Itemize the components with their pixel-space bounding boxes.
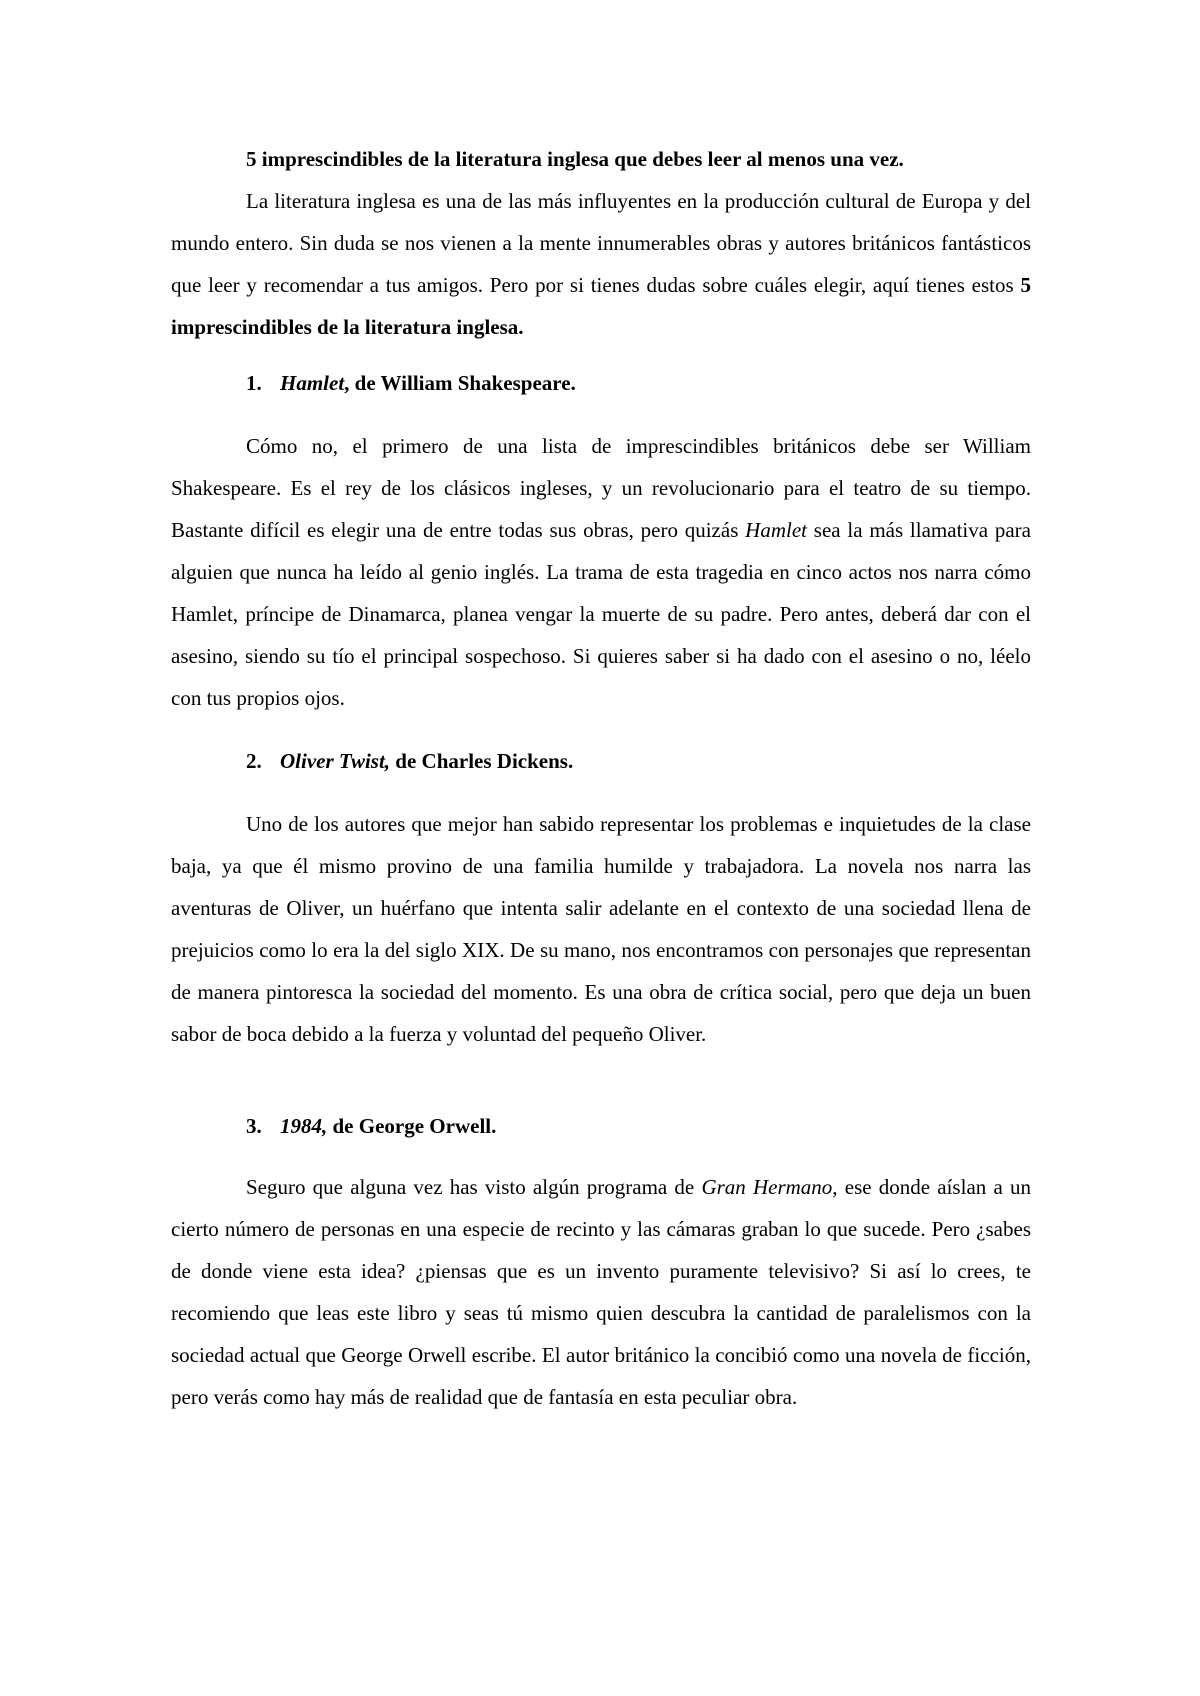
intro-text: La literatura inglesa es una de las más influyentes en la producción cultural de Europa y del mundo entero. Sin duda se nos vienen a la mente innumerables obras y autores británicos fantásticos que leer y recomendar a tus amigos. Pero por si tienes dudas sobre cuáles elegir, aquí tienes estos (171, 189, 1031, 297)
section-number-2: 2. (246, 749, 262, 773)
section-work-3: 1984, (280, 1114, 328, 1138)
section-work-1: Hamlet (280, 371, 345, 395)
section-author-1: , de William Shakespeare. (344, 371, 576, 395)
section-author-3: de George Orwell. (327, 1114, 497, 1138)
section-body-1-italic: Hamlet (745, 518, 807, 542)
section-body-3-part1: Seguro que alguna vez has visto algún programa de (246, 1175, 702, 1199)
section-heading-2 (171, 740, 1106, 782)
section-heading-1 (171, 362, 1106, 404)
intro-paragraph (171, 180, 1031, 348)
section-body-1-part1: Cómo no, el primero de una lista de imprescindibles británicos debe ser William Shakespeare. Es el rey de los clásicos ingleses, y un revolucionario para el teatro de su tiempo. Bastante difícil es elegir una de entre todas sus obras, pero quizás (171, 434, 1031, 542)
section-body-2-text: Uno de los autores que mejor han sabido representar los problemas e inquietudes de la clase baja, ya que él mismo provino de una familia humilde y trabajadora. La novela nos narra las aventuras de Oliver, un huérfano que intenta salir adelante en el contexto de una sociedad llena de prejuicios como lo era la del siglo XIX. De su mano, nos encontramos con personajes que representan de manera pintoresca la sociedad del momento. Es una obra de crítica social, pero que deja un buen sabor de boca debido a la fuerza y voluntad del pequeño Oliver. (171, 812, 1031, 1046)
section-work-2: Oliver Twist, (280, 749, 391, 773)
section-body-3-part2: ese donde aíslan a un cierto número de personas en una especie de recinto y las cámaras graban lo que sucede. Pero ¿sabes de donde viene esta idea? ¿piensas que es un invento puramente televisivo? Si así lo crees, te recomiendo que leas este libro y seas tú mismo quien descubra la cantidad de paralelismos con la sociedad actual que George Orwell escribe. El autor británico la concibió como una novela de ficción, pero verás como hay más de realidad que de fantasía en esta peculiar obra. (171, 1175, 1031, 1409)
section-body-1-part2: sea la más llamativa para alguien que nunca ha leído al genio inglés. La trama de esta tragedia en cinco actos nos narra cómo Hamlet, príncipe de Dinamarca, planea vengar la muerte de su padre. Pero antes, deberá dar con el asesino, siendo su tío el principal sospechoso. Si quieres saber si ha dado con el asesino o no, léelo con tus propios ojos. (171, 518, 1031, 710)
section-heading-3 (171, 1105, 1106, 1147)
section-author-2: de Charles Dickens. (390, 749, 574, 773)
section-body-3 (171, 1166, 1031, 1418)
section-body-2 (171, 803, 1031, 1055)
section-number-3: 3. (246, 1114, 262, 1138)
section-body-1 (171, 425, 1031, 719)
intro-bold-text: 5 imprescindibles de la literatura inglesa. (171, 273, 1031, 339)
section-number-1: 1. (246, 371, 262, 395)
section-body-3-italic: Gran Hermano, (701, 1175, 838, 1199)
document-title: 5 imprescindibles de la literatura inglesa que debes leer al menos una vez. (246, 147, 904, 171)
